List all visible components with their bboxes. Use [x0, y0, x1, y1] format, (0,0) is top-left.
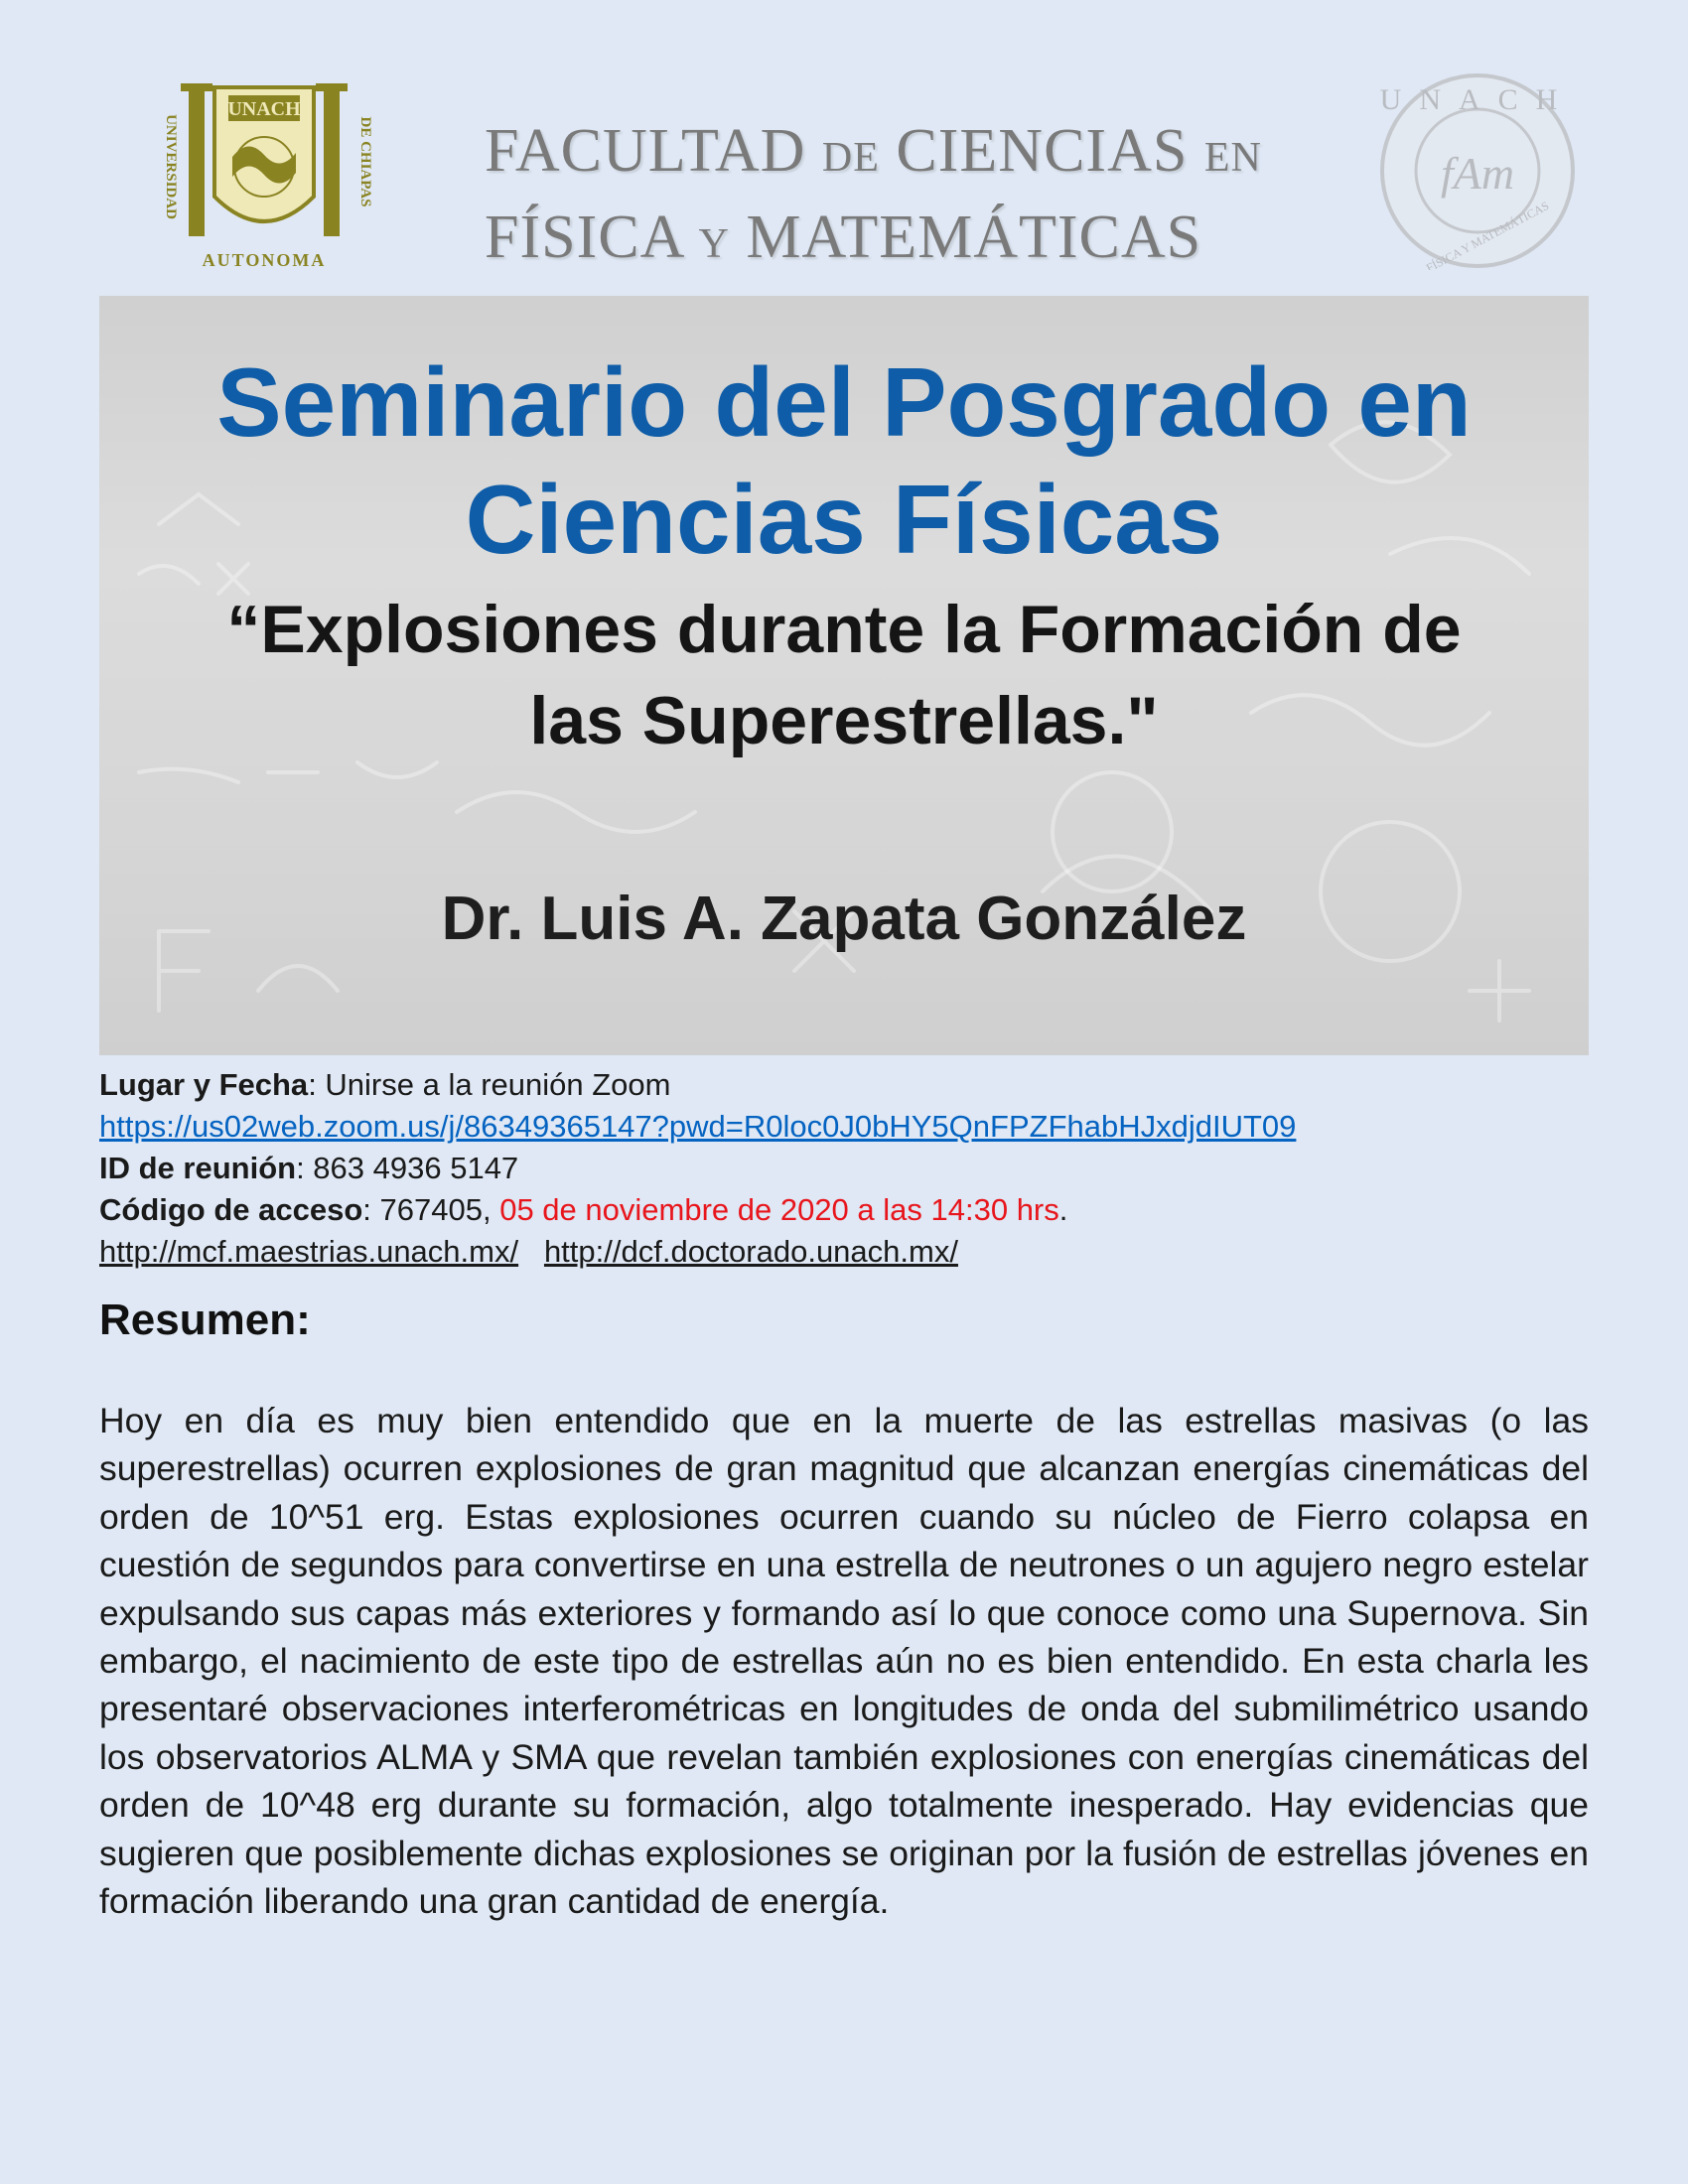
place-row: Lugar y Fecha: Unirse a la reunión Zoom: [99, 1067, 671, 1102]
event-date: 05 de noviembre de 2020 a las 14:30 hrs: [499, 1192, 1059, 1227]
unach-seal-icon: [137, 77, 391, 276]
title-banner: [99, 296, 1589, 1055]
svg-text:UNACH: UNACH: [227, 98, 301, 120]
svg-text:UNIVERSIDAD: UNIVERSIDAD: [163, 114, 179, 219]
doctorado-link[interactable]: http://dcf.doctorado.unach.mx/: [543, 1234, 958, 1269]
unach-university-logo: [137, 77, 391, 276]
faculty-line-1: FACULTAD DE CIENCIAS EN: [485, 117, 1262, 185]
faculty-name: [485, 111, 1262, 284]
svg-text:FÍSICA Y MATEMÁTICAS: FÍSICA Y MATEMÁTICAS: [1424, 198, 1552, 270]
zoom-link-row: [99, 1106, 1589, 1148]
abstract-heading: Resumen:: [99, 1296, 311, 1344]
talk-title: “Explosiones durante la Formación de las Superestrellas.": [226, 592, 1462, 758]
faculty-line-2: FÍSICA Y MATEMÁTICAS: [485, 204, 1202, 271]
svg-text:DE CHIAPAS: DE CHIAPAS: [357, 116, 373, 207]
meeting-id-row: ID de reunión: 863 4936 5147: [99, 1151, 519, 1185]
zoom-link[interactable]: https://us02web.zoom.us/j/86349365147?pwd=R0loc0J0bHY5QnFPZFhabHJxdjdIUT09: [99, 1109, 1297, 1144]
fam-seal-icon: [1370, 71, 1585, 270]
website-links-row: [99, 1231, 1589, 1273]
seminar-title: Seminario del Posgrado en Ciencias Físicas: [216, 347, 1472, 574]
svg-text:UNACH: UNACH: [1379, 83, 1576, 116]
speaker-name: Dr. Luis A. Zapata González: [441, 885, 1247, 953]
access-code-row: Código de acceso: 767405, 05 de noviembre de 2020 a las 14:30 hrs.: [99, 1192, 1068, 1227]
fam-faculty-logo: [1370, 71, 1585, 270]
svg-text:fAm: fAm: [1440, 148, 1515, 199]
meeting-info: [99, 1064, 1589, 1273]
svg-text:AUTONOMA: AUTONOMA: [202, 250, 327, 270]
maestrias-link[interactable]: http://mcf.maestrias.unach.mx/: [99, 1234, 519, 1269]
abstract-body: Hoy en día es muy bien entendido que en la muerte de las estrellas masivas (o las superestrellas) ocurren explosiones de gran magnitud que alcanzan energías cinemáticas del orden de 10^51 erg. Estas explosiones ocurren cuando su núcleo de Fierro colapsa en cuestión de segundos para convertirse en una estrella de neutrones o un agujero negro estelar expulsando sus capas más exteriores y formando así lo que conoce como una Supernova. Sin embargo, el nacimiento de este tipo de estrellas aún no es bien entendido. En esta charla les presentaré observaciones interferométricas en longitudes de onda del submilimétrico usando los observatorios ALMA y SMA que revelan también explosiones con energías cinemáticas del orden de 10^48 erg durante su formación, algo totalmente inesperado. Hay evidencias que sugieren que posiblemente dichas explosiones se originan por la fusión de estrellas jóvenes en formación liberando una gran cantidad de energía.: [99, 1401, 1589, 1922]
